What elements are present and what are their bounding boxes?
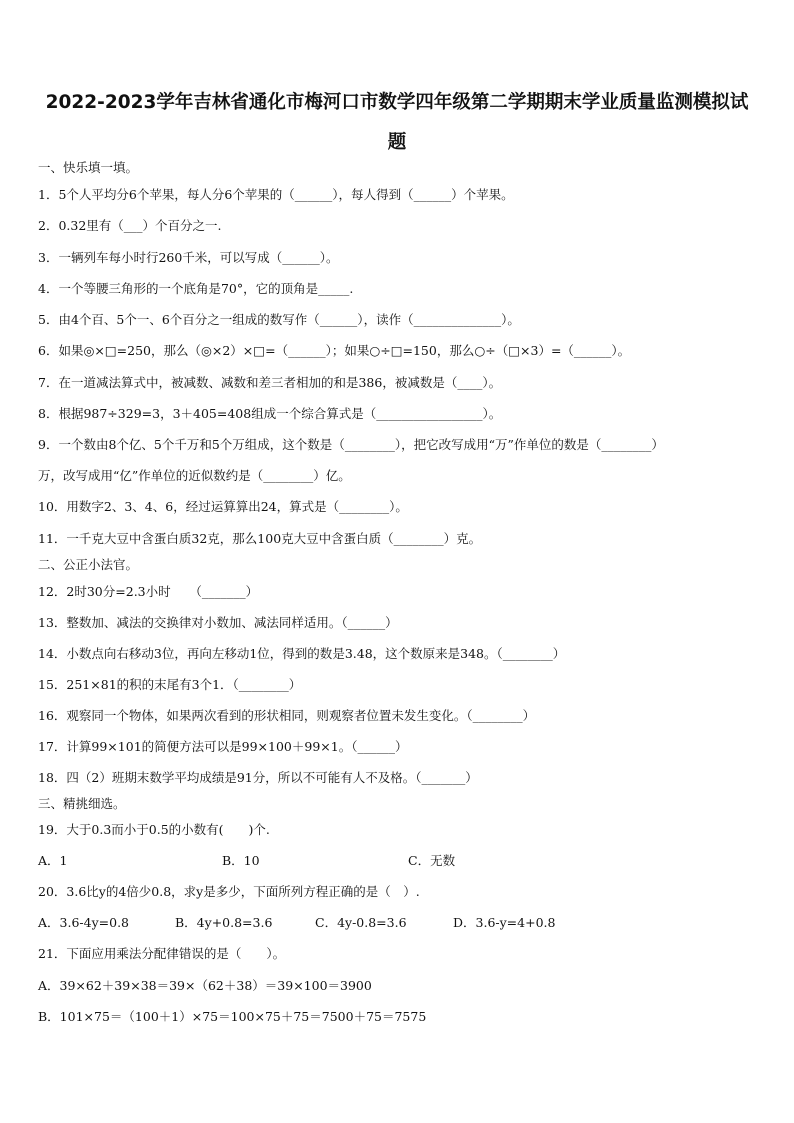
question-2: 2．0.32里有（___）个百分之一.	[38, 218, 222, 233]
question-17: 17．计算99×101的简便方法可以是99×100＋99×1。（______）	[38, 739, 408, 754]
q20-option-c: C．4y-0.8=3.6	[315, 915, 407, 930]
question-21: 21．下面应用乘法分配律错误的是（ ）。	[38, 946, 286, 961]
question-9-continued: 万，改写成用“亿”作单位的近似数约是（________）亿。	[38, 468, 351, 483]
page-title-continued: 题	[387, 132, 407, 153]
section-heading-fill-in: 一、快乐填一填。	[38, 160, 139, 175]
question-8: 8．根据987÷329=3，3＋405=408组成一个综合算式是（_________________）。	[38, 406, 502, 421]
question-9: 9．一个数由8个亿、5个千万和5个万组成，这个数是（________），把它改写成用“万”作单位的数是（________）	[38, 437, 664, 452]
question-19: 19．大于0.3而小于0.5的小数有( )个.	[38, 822, 270, 837]
section-heading-multiple-choice: 三、精挑细选。	[38, 796, 126, 811]
question-15: 15．251×81的积的末尾有3个1．（________）	[38, 677, 302, 692]
question-14: 14．小数点向右移动3位，再向左移动1位，得到的数是3.48，这个数原来是348。（________）	[38, 646, 566, 661]
q20-option-a: A．3.6-4y=0.8	[38, 915, 129, 930]
question-6: 6．如果◎×□=250，那么（◎×2）×□=（______）；如果○÷□=150，那么○÷（□×3）=（______）。	[38, 343, 631, 358]
q19-option-a: A．1	[38, 853, 68, 868]
question-10: 10．用数字2、3、4、6，经过运算算出24，算式是（________）。	[38, 499, 408, 514]
question-4: 4．一个等腰三角形的一个底角是70°，它的顶角是_____.	[38, 281, 354, 296]
q19-option-c: C．无数	[408, 853, 456, 868]
question-3: 3．一辆列车每小时行260千米，可以写成（______）。	[38, 250, 339, 265]
question-7: 7．在一道减法算式中，被减数、减数和差三者相加的和是386，被减数是（____）。	[38, 375, 502, 390]
q20-option-d: D．3.6-y=4+0.8	[453, 915, 556, 930]
question-12: 12．2时30分=2.3小时 （_______）	[38, 584, 259, 599]
question-5: 5．由4个百、5个一、6个百分之一组成的数写作（______），读作（______________）。	[38, 312, 520, 327]
question-20: 20．3.6比y的4倍少0.8，求y是多少，下面所列方程正确的是（ ）.	[38, 884, 420, 899]
section-heading-true-false: 二、公正小法官。	[38, 557, 139, 572]
page-title: 2022-2023学年吉林省通化市梅河口市数学四年级第二学期期末学业质量监测模拟试	[45, 92, 749, 113]
q21-option-b: B．101×75＝（100＋1）×75＝100×75＋75＝7500＋75＝7575	[38, 1009, 427, 1024]
question-11: 11．一千克大豆中含蛋白质32克，那么100克大豆中含蛋白质（________）克。	[38, 531, 482, 546]
question-16: 16．观察同一个物体，如果两次看到的形状相同，则观察者位置未发生变化。（________）	[38, 708, 536, 723]
question-18: 18．四（2）班期末数学平均成绩是91分，所以不可能有人不及格。（_______）	[38, 770, 478, 785]
q19-option-b: B．10	[222, 853, 260, 868]
question-1: 1．5个人平均分6个苹果，每人分6个苹果的（______），每人得到（______）个苹果。	[38, 187, 514, 202]
q21-option-a: A．39×62＋39×38＝39×（62＋38）＝39×100＝3900	[38, 978, 372, 993]
q20-option-b: B．4y+0.8=3.6	[175, 915, 273, 930]
question-13: 13．整数加、减法的交换律对小数加、减法同样适用。（______）	[38, 615, 398, 630]
